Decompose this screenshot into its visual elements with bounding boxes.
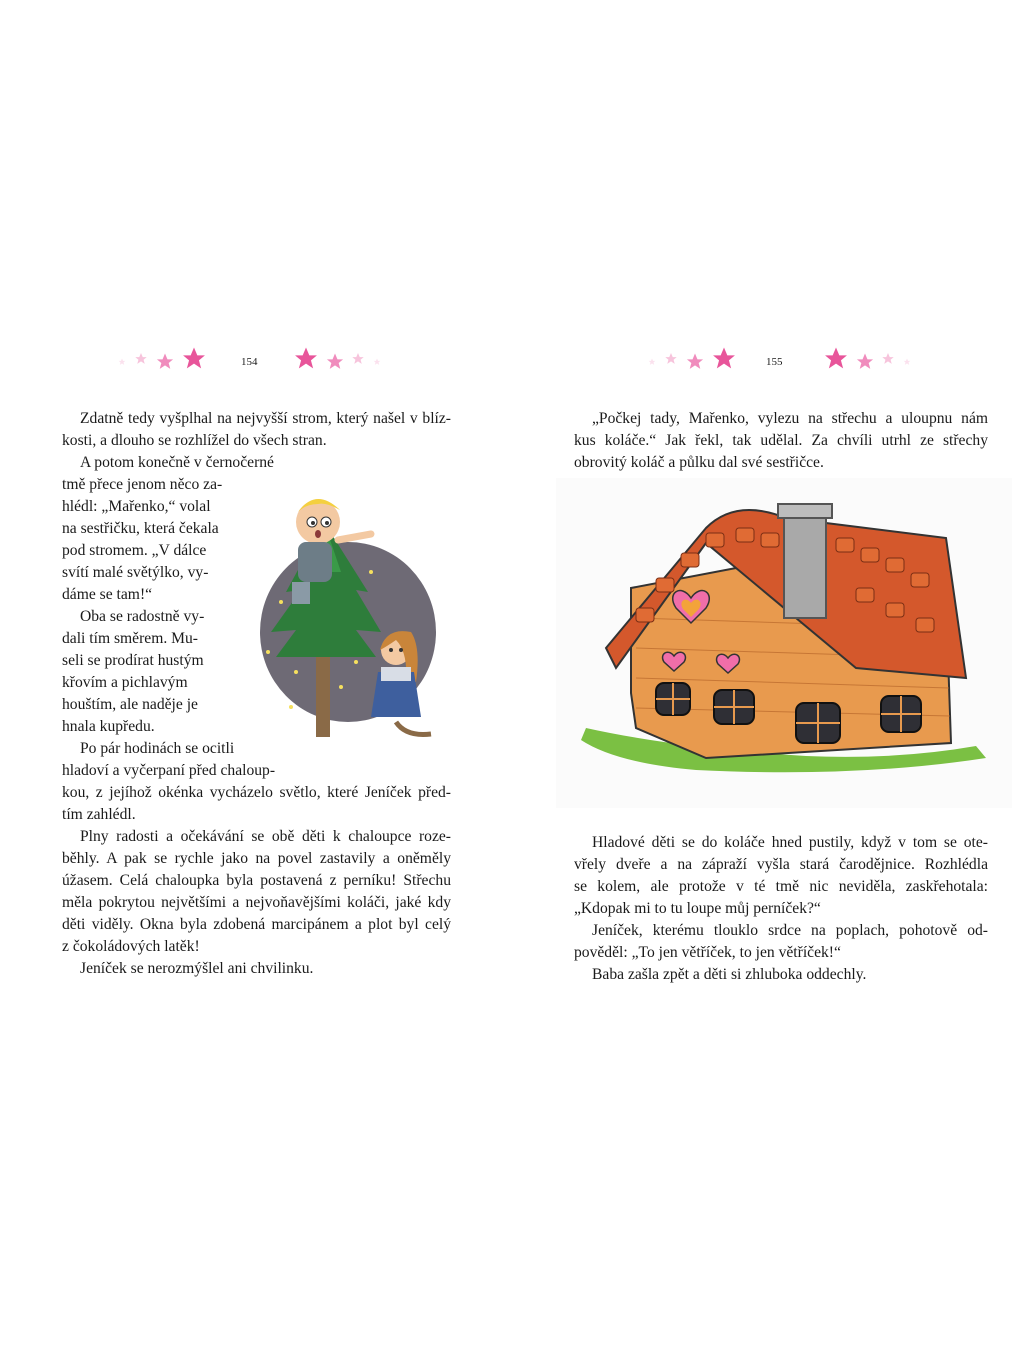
text-line: Jeníček se nerozmýšlel ani chvilinku. [80, 960, 314, 977]
text-line: houštím, ale naděje je [62, 696, 198, 713]
page-number: 154 [241, 356, 258, 368]
text-line: Jeníček, kterému tlouklo srdce na poplach, pohotově od- [592, 922, 988, 939]
star-ornament-left [110, 346, 410, 376]
text-line: kosti, a dlouho se rozhlížel do všech stran. [62, 432, 327, 449]
star-icon [135, 353, 146, 364]
star-icon [687, 354, 703, 369]
star-icon [157, 354, 173, 369]
text-line: kus koláče.“ Jak řekl, tak udělal. Za chvíli utrhl ze střechy [574, 432, 988, 449]
text-line: hlédl: „Mařenko,“ volal [62, 498, 211, 515]
text-line: „Kdopak mi to tu loupe můj perníček?“ [574, 900, 821, 917]
right-page [512, 0, 1024, 1365]
star-icon [119, 359, 126, 365]
text-line: kou, z jejíhož okénka vycházelo světlo, které Jeníček před- [62, 784, 451, 801]
star-icon [327, 354, 343, 369]
text-line: pod stromem. „V dálce [62, 542, 207, 559]
star-icon [882, 353, 893, 364]
right-page-text-top [574, 408, 988, 474]
text-line: měla pokrytou největšími a nejvoňavějšími koláči, jaké kdy [62, 894, 451, 911]
text-line: křovím a pichlavým [62, 674, 188, 691]
text-line: na sestřičku, která čekala [62, 520, 219, 537]
text-line: A potom konečně v černočerné [80, 454, 274, 471]
text-line: vřely dveře a na zápraží vyšla stará čarodějnice. Rozhlédla [574, 856, 988, 873]
text-line: dali tím směrem. Mu- [62, 630, 198, 647]
text-line: běhly. A pak se rychle jako na povel zastavily a oněměly [62, 850, 451, 867]
text-line: obrovitý koláč a půlku dal své sestřičce. [574, 454, 824, 471]
star-icon [183, 348, 205, 369]
left-page-text [62, 408, 451, 980]
text-line: Hladové děti se do koláče hned pustily, když v tom se ote- [592, 834, 988, 851]
text-line: hnala kupředu. [62, 718, 155, 735]
gingerbread-house-illustration [556, 478, 1012, 808]
text-line: úžasem. Celá chaloupka byla postavená z perníku! Střechu [62, 872, 451, 889]
page-header-left [110, 346, 410, 376]
star-icon [295, 348, 317, 369]
text-line: dáme se tam!“ [62, 586, 153, 603]
star-icon [713, 348, 735, 369]
text-line: se kolem, ale protože v té tmě nic neviděla, zaskřehotala: [574, 878, 988, 895]
text-line: tím zahlédl. [62, 806, 136, 823]
text-line: Po pár hodinách se ocitli [80, 740, 235, 757]
right-page-text-bottom [574, 832, 988, 986]
star-icon [352, 353, 363, 364]
text-line: seli se prodírat hustým [62, 652, 204, 669]
text-line: z čokoládových latěk! [62, 938, 200, 955]
star-ornament-right [640, 346, 940, 376]
star-icon [825, 348, 847, 369]
page-number: 155 [766, 356, 783, 368]
page-header-right [640, 346, 940, 376]
star-icon [374, 359, 381, 365]
text-line: pověděl: „To jen větříček, to jen větříček!“ [574, 944, 841, 961]
text-line: tmě přece jenom něco za- [62, 476, 223, 493]
text-line: Zdatně tedy vyšplhal na nejvyšší strom, který našel v blíz- [80, 410, 451, 427]
text-line: děti viděly. Okna byla zdobená marcipánem a plot byl celý [62, 916, 451, 933]
text-line: „Počkej tady, Mařenko, vylezu na střechu a uloupnu nám [592, 410, 988, 427]
star-icon [649, 359, 656, 365]
text-line: hladoví a vyčerpaní před chaloup- [62, 762, 276, 779]
text-line: Oba se radostně vy- [80, 608, 205, 625]
text-line: Plny radosti a očekávání se obě děti k chaloupce roze- [80, 828, 451, 845]
star-icon [857, 354, 873, 369]
star-icon [904, 359, 911, 365]
text-line: Baba zašla zpět a děti si zhluboka oddechly. [592, 966, 867, 983]
star-icon [665, 353, 676, 364]
text-line: svítí malé světýlko, vy- [62, 564, 209, 581]
